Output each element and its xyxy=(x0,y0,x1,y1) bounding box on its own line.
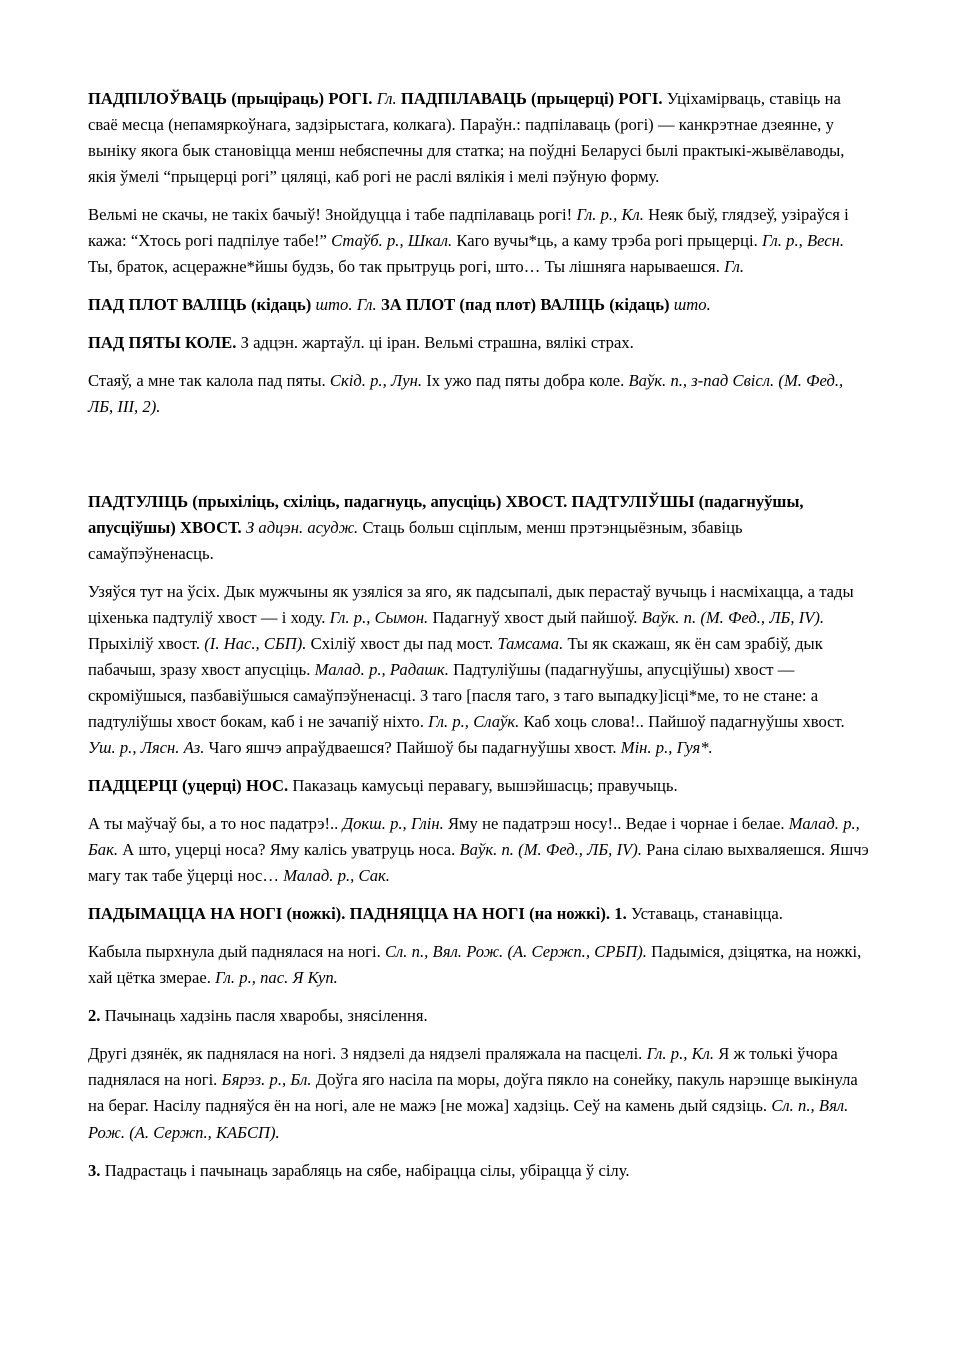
italic-run: Мін. р., Гуя*. xyxy=(620,737,713,757)
italic-run: З адцэн. асудж. xyxy=(245,517,359,537)
text-run: Падтуліўшы (падагнуўшы, апусціўшы) хвост — скроміўшыся, пазбавіўшыся самаўпэўненасці. З таго [пасля таго, з таго выпадку]ісці*ме, то не стане: а падтуліўшы хвост бокам, каб і не зачапіў ніхто. xyxy=(88,659,819,731)
italic-run: Гл. р., Слаўк. xyxy=(428,711,520,731)
entry-padcierci-nos-headword xyxy=(88,773,872,799)
text-run: Другі дзянёк, як паднялася на ногі. З нядзелі да нядзелі праляжала на пасцелі. xyxy=(88,1044,643,1064)
italic-run: Тамсама. xyxy=(497,633,564,653)
entry-padtulic-headword xyxy=(88,489,872,567)
text-run: Уставаць, станавіцца. xyxy=(626,904,783,924)
italic-run: Скід. р., Лун. xyxy=(329,371,422,391)
italic-run: Гл. xyxy=(376,89,397,108)
text-run: Паказаць камусьці перавагу, вышэйшасць; правучыць. xyxy=(288,775,678,795)
text-run: Каб хоць слова!.. Пайшоў падагнуўшы хвост. xyxy=(519,711,845,731)
entry-padymacca-headword xyxy=(88,901,872,927)
italic-run: Гл. р., Кл. xyxy=(646,1044,715,1064)
text-run: Стаяў, а мне так калола пад пяты. xyxy=(88,371,326,391)
text-run: Падагнуў хвост дый пайшоў. xyxy=(428,607,638,627)
section-spacer xyxy=(88,433,872,489)
text-run: Чаго яшчэ апраўдваешся? Пайшоў бы падагнуўшы хвост. xyxy=(204,737,617,757)
bold-run: ПАД ПЯТЫ КОЛЕ. xyxy=(88,333,237,353)
sense-2-illustration xyxy=(88,1041,872,1145)
text-run: А што, уцерці носа? Яму калісь уватруць носа. xyxy=(118,840,456,860)
italic-run: што. xyxy=(673,295,711,315)
text-run: Неяк быў, глядзеў, узіраўся і кажа: “Хтось рогі падпілуе табе!” xyxy=(88,205,849,251)
text-run: Уціхамірваць, ставіць на сваё месца (непамяркоўнага, задзірыстага, колкага). Параўн.: падпілаваць (рогі) — канкрэтнае дзеянне, у выніку якога бык становіцца менш небяспечны для статка; на поўдні Беларусі былі практыкі-жывёлаводы, якія ўмелі “прыцерці рогі” цяляці, каб рогі не раслі вялікія і мелі пэўную форму. xyxy=(88,89,845,187)
entry-pad-piaty-kole-headword xyxy=(88,330,872,356)
text-run: Доўга яго насіла па моры, доўга пякло на сонейку, пакуль нарэшце выкінула на бераг. Насілу падняўся ён на ногі, але не мажэ [не можа] хадзіць. Сеў на камень дый сядзіць. xyxy=(88,1070,858,1116)
italic-run: (І. Нас., СБП). xyxy=(204,633,307,653)
italic-run: Уш. р., Лясн. Аз. xyxy=(88,737,205,757)
bold-run: ПАДПІЛОЎВАЦЬ (прыціраць) РОГІ. xyxy=(88,89,373,108)
text-run: Прыхіліў хвост. xyxy=(88,633,201,653)
entry-padtulic-illustration xyxy=(88,579,872,761)
bold-run: ПАДЦЕРЦІ (уцерці) НОС. xyxy=(88,775,289,795)
text-run: Пачынаць хадзінь пасля хваробы, знясілення. xyxy=(100,1006,428,1026)
italic-run: Докш. р., Глін. xyxy=(342,814,444,834)
text-run: Падыміся, дзіцятка, на ножкі, хай цётка змерае. xyxy=(88,942,862,988)
italic-run: Ваўк. п. (М. Фед., ЛБ, IV). xyxy=(459,840,642,860)
bold-run: ПАДЫМАЦЦА НА НОГІ (ножкі). ПАДНЯЦЦА НА НОГІ (на ножкі). 1. xyxy=(88,904,627,924)
bold-run: 2. xyxy=(88,1006,101,1026)
entry-padcierci-nos-illustration xyxy=(88,811,872,889)
sense-2-definition xyxy=(88,1003,872,1029)
entry-padpilouvac-headword xyxy=(88,86,872,190)
text-run: Я ж толькі ўчора паднялася на ногі. xyxy=(88,1044,838,1090)
text-run: Падрастаць і пачынаць зарабляць на сябе, набірацца сілы, убірацца ў сілу. xyxy=(100,1160,630,1180)
bold-run: 3. xyxy=(88,1160,101,1180)
italic-run: Сл. п., Вял. Рож. (А. Сержп., СРБП). xyxy=(384,942,647,962)
bold-run: ПАД ПЛОТ ВАЛІЦЬ (кідаць) xyxy=(88,295,312,315)
italic-run: Малад. р., Сак. xyxy=(283,866,390,886)
text-run: Яму не падатрэш носу!.. Ведае і чорнае і белае. xyxy=(443,814,785,834)
text-run: Кабыла пырхнула дый паднялася на ногі. xyxy=(88,942,381,962)
italic-run: Стаўб. р., Шкал. xyxy=(331,231,453,251)
bold-run: ПАДПІЛАВАЦЬ (прыцерці) РОГІ. xyxy=(400,89,663,108)
text-run: Рана сілаю выхваляешся. Яшчэ магу так табе ўцерці нос… xyxy=(88,840,869,886)
italic-run: Сл. п., Вял. Рож. (А. Сержп., КАБСП). xyxy=(88,1096,849,1142)
text-run: Узяўся тут на ўсіх. Дык мужчыны як узяліся за яго, як падсыпалі, дык перастаў вучыць і насміхацца, а тады ціхенька падтуліў хвост — і ходу. xyxy=(88,581,854,627)
italic-run: Гл. р., Кл. xyxy=(576,205,644,225)
italic-run: Бярэз. р., Бл. xyxy=(221,1070,312,1090)
bold-run: ПАДТУЛІЦЬ (прыхіліць, схіліць, падагнуць, апусціць) ХВОСТ. ПАДТУЛІЎШЫ (падагнуўшы, апусціўшы) ХВОСТ. xyxy=(88,491,804,537)
text-run: З адцэн. жартаўл. ці іран. Вельмі страшна, вялікі страх. xyxy=(236,333,634,353)
italic-run: Ваўк. п. (М. Фед., ЛБ, IV). xyxy=(641,607,825,627)
text-run: А ты маўчаў бы, а то нос падатрэ!.. xyxy=(88,814,339,834)
italic-run: Малад. р., Бак. xyxy=(88,814,860,860)
italic-run: Малад. р., Радашк. xyxy=(314,659,449,679)
entry-pad-piaty-kole-illustration xyxy=(88,368,872,420)
sense-3-definition xyxy=(88,1158,872,1184)
entry-pad-plot-valic xyxy=(88,292,872,318)
italic-run: Ваўк. п., з-пад Свісл. (М. Фед., ЛБ, III, 2). xyxy=(88,371,844,417)
text-run: Іх ужо пад пяты добра коле. xyxy=(421,371,625,391)
italic-run: Гл. р., пас. Я Куп. xyxy=(215,968,338,988)
italic-run: Гл. xyxy=(724,257,745,277)
text-run: Вельмі не скачы, не такіх бачыў! Знойдуцца і табе падпілаваць рогі! xyxy=(88,205,573,225)
entry-padpilouvac-illustration xyxy=(88,202,872,280)
italic-run: што. xyxy=(315,295,353,315)
bold-run: ЗА ПЛОТ (пад плот) ВАЛІЦЬ (кідаць) xyxy=(380,295,670,315)
entry-padymacca-illustration-1 xyxy=(88,939,872,991)
italic-run: Гл. xyxy=(356,295,377,315)
text-run: Каго вучы*ць, а каму трэба рогі прыцерці. xyxy=(452,231,758,251)
text-run: Ты як скажаш, як ён сам зрабіў, дык пабачыш, зразу хвост апусціць. xyxy=(88,633,823,679)
text-run: Стаць больш сціплым, менш прэтэнцыёзным, збавіць самаўпэўненасць. xyxy=(88,517,743,563)
text-run: Ты, браток, асцеражне*йшы будзь, бо так прытруць рогі, што… Ты лішняга нарываешся. xyxy=(88,257,720,277)
italic-run: Гл. р., Сымон. xyxy=(329,607,429,627)
text-run: Схіліў хвост ды пад мост. xyxy=(306,633,494,653)
italic-run: Гл. р., Весн. xyxy=(761,231,845,251)
